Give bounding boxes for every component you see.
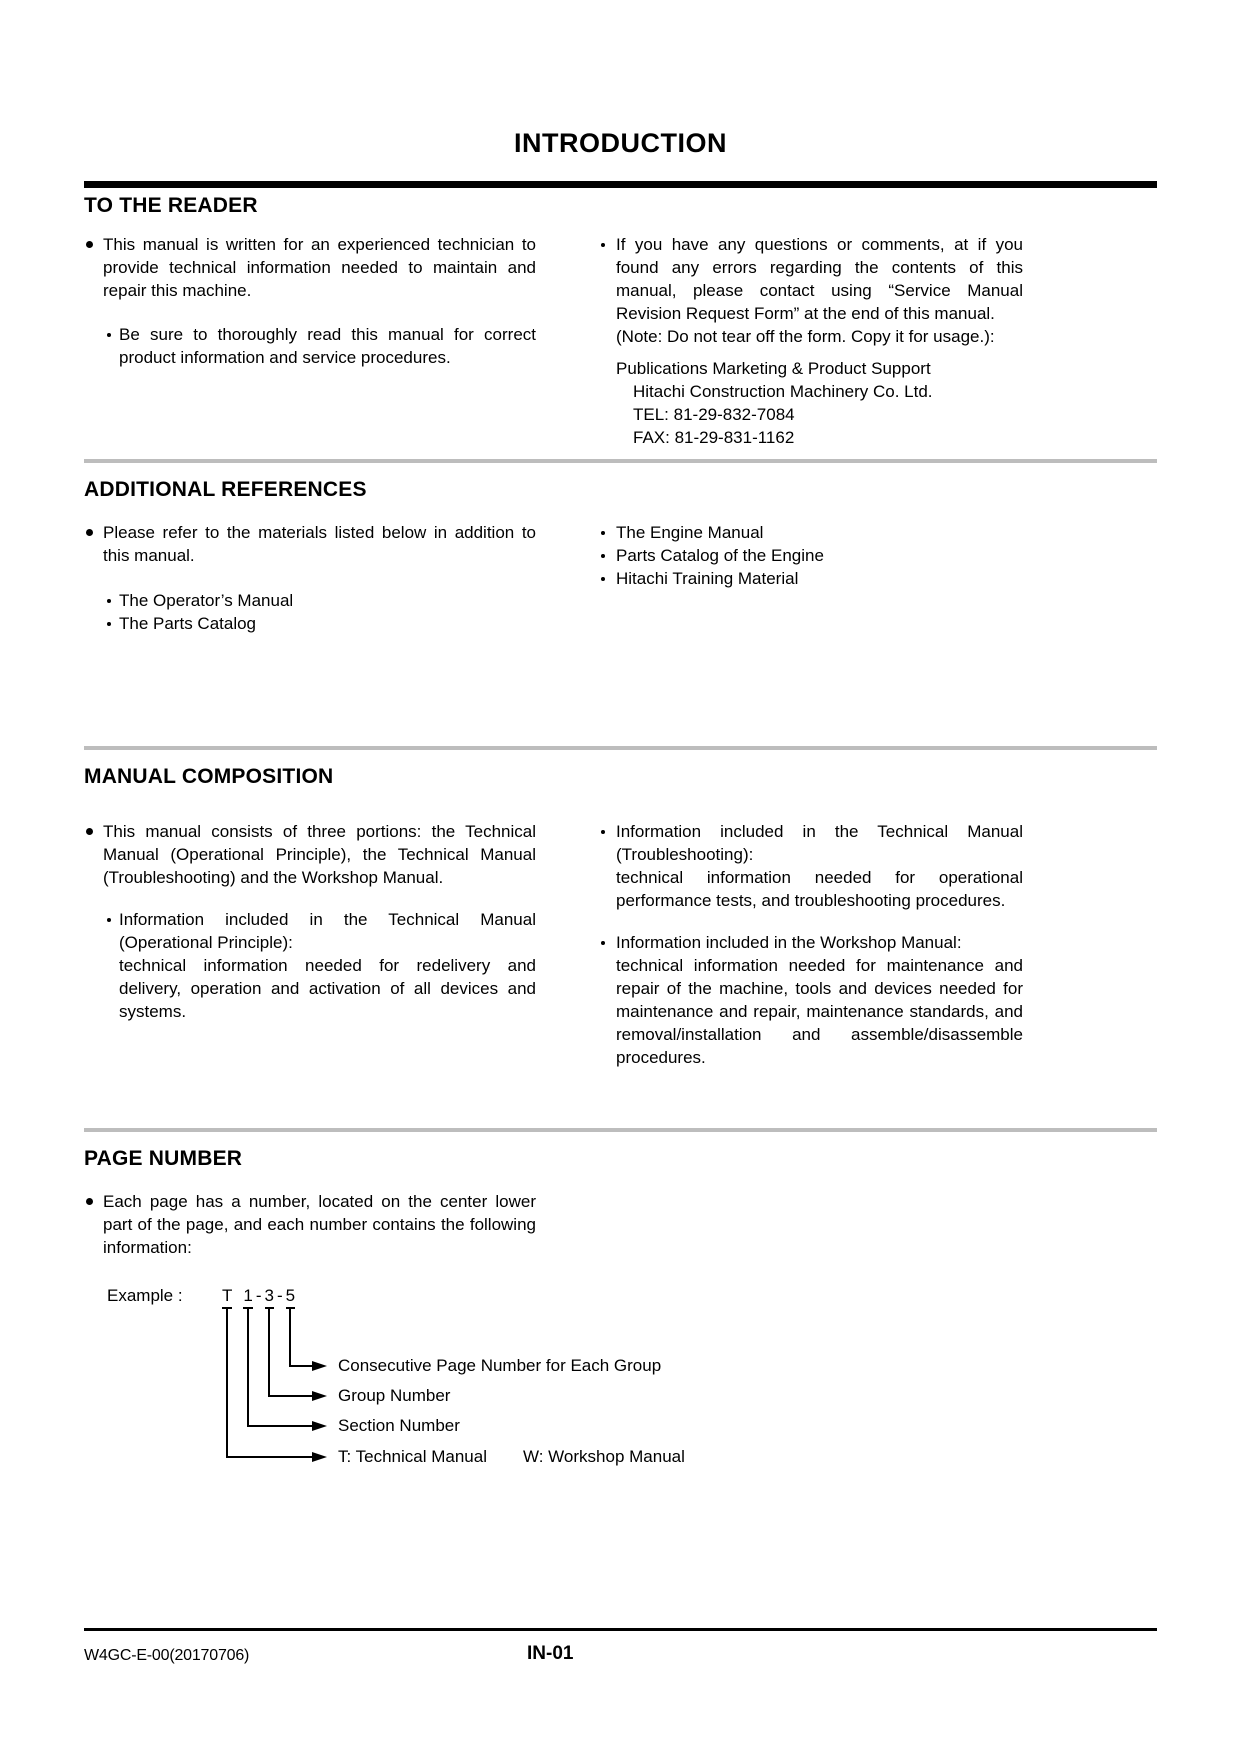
label-technical-manual: T: Technical Manual: [338, 1447, 487, 1466]
sub-bullet-marker: [598, 233, 616, 247]
item-title: Information included in the Workshop Manual:: [616, 933, 962, 952]
reference-item: The Operator’s Manual: [119, 591, 294, 610]
to-the-reader-left-column: [84, 233, 536, 449]
diagram-label-section: Section Number: [338, 1416, 460, 1435]
example-code: [222, 1285, 298, 1309]
contact-fax: FAX: 81-29-831-1162: [633, 428, 795, 447]
reference-item: The Engine Manual: [616, 523, 764, 542]
example-hyphen: -: [255, 1286, 262, 1305]
paragraph: Please refer to the materials listed below in addition to this manual.: [103, 523, 536, 565]
section-divider: [84, 1128, 1157, 1132]
arrowhead-icon: [312, 1361, 327, 1371]
section-divider: [84, 459, 1157, 463]
sub-bullet-marker: [598, 544, 616, 558]
sub-bullet-icon: [601, 830, 605, 834]
drop-line-group: [268, 1309, 270, 1397]
list-item: [598, 567, 1023, 590]
label-workshop-manual: W: Workshop Manual: [523, 1447, 685, 1466]
paragraph: If you have any questions or comments, at if you found any errors regarding the contents of this manual, please contact using “Service Manual Revision Request Form” at the end of this manual.: [616, 235, 1023, 323]
bullet-icon: [86, 529, 93, 536]
manual-composition-right-column: [598, 820, 1023, 1069]
footer-rule: [84, 1628, 1157, 1631]
paragraph: This manual is written for an experienced technician to provide technical information needed to maintain and repair this machine.: [103, 235, 536, 300]
sub-bullet-icon: [107, 918, 111, 922]
sub-bullet-icon: [107, 333, 111, 337]
contact-tel: TEL: 81-29-832-7084: [633, 405, 795, 424]
paragraph: Be sure to thoroughly read this manual for correct product information and service procedures.: [119, 325, 536, 367]
reference-item: The Parts Catalog: [119, 614, 257, 633]
example-char-5: 5: [286, 1285, 295, 1309]
pointer-line: [289, 1365, 314, 1367]
pointer-line: [226, 1456, 314, 1458]
reference-item: Parts Catalog of the Engine: [616, 546, 824, 565]
example-char-3: 3: [265, 1285, 274, 1309]
sub-bullet-icon: [601, 531, 605, 535]
arrowhead-icon: [312, 1421, 327, 1431]
bullet-marker: [84, 521, 103, 536]
sub-bullet-marker: [104, 323, 119, 337]
drop-line-section: [247, 1309, 249, 1427]
sub-bullet-marker: [104, 612, 119, 626]
sub-bullet-icon: [107, 599, 111, 603]
to-the-reader-right-column: [598, 233, 1023, 449]
contact-name: Publications Marketing & Product Support: [616, 359, 931, 378]
diagram-label-group: Group Number: [338, 1386, 451, 1405]
to-the-reader-columns: [84, 233, 1157, 449]
bullet-icon: [86, 828, 93, 835]
example-char-1: 1: [243, 1285, 252, 1309]
manual-composition-columns: [84, 820, 1157, 1069]
heading-page-number: PAGE NUMBER: [84, 1147, 243, 1170]
bullet-marker: [84, 820, 103, 835]
list-item: [598, 931, 1023, 1069]
item-body: technical information needed for operational performance tests, and troubleshooting procedures.: [616, 868, 1023, 910]
sub-bullet-marker: [598, 567, 616, 581]
reference-item: Hitachi Training Material: [616, 569, 799, 588]
sub-bullet-marker: [104, 589, 119, 603]
note-text: (Note: Do not tear off the form. Copy it for usage.):: [616, 327, 995, 346]
heading-additional-references: ADDITIONAL REFERENCES: [84, 478, 367, 501]
contact-block: [616, 357, 1023, 449]
heading-manual-composition: MANUAL COMPOSITION: [84, 765, 334, 788]
additional-references-left-column: [84, 521, 536, 635]
page-number-columns: [84, 1190, 1157, 1259]
sub-bullet-icon: [601, 577, 605, 581]
item-body: technical information needed for redelivery and delivery, operation and activation of all devices and systems.: [119, 956, 536, 1021]
additional-references-right-column: [598, 521, 1023, 635]
bullet-marker: [84, 233, 103, 248]
list-item: [84, 1190, 536, 1259]
list-item: [104, 612, 536, 635]
list-item: [84, 820, 536, 889]
footer: [84, 1642, 1157, 1672]
sub-bullet-icon: [601, 243, 605, 247]
section-divider: [84, 746, 1157, 750]
diagram-label-consecutive: Consecutive Page Number for Each Group: [338, 1356, 662, 1375]
diagram-label-manual-types: [338, 1447, 685, 1467]
page-number-left-column: [84, 1190, 536, 1259]
bullet-icon: [86, 241, 93, 248]
bullet-icon: [86, 1198, 93, 1205]
contact-company: Hitachi Construction Machinery Co. Ltd.: [633, 382, 933, 401]
doc-code: W4GC-E-00(20170706): [84, 1647, 250, 1664]
sub-bullet-marker: [104, 908, 119, 922]
sub-bullet-marker: [598, 820, 616, 834]
list-item: [598, 521, 1023, 544]
item-title: Information included in the Technical Manual (Operational Principle):: [119, 910, 536, 952]
list-item: [598, 544, 1023, 567]
paragraph: This manual consists of three portions: the Technical Manual (Operational Principle), the Technical Manual (Troubleshooting) and the Workshop Manual.: [103, 822, 536, 887]
item-title: Information included in the Technical Manual (Troubleshooting):: [616, 822, 1023, 864]
example-hyphen: -: [277, 1286, 283, 1305]
pointer-line: [268, 1395, 314, 1397]
item-body: technical information needed for maintenance and repair of the machine, tools and devices needed for maintenance and repair, maintenance standards, and removal/installation and assemble/disassemble procedures.: [616, 956, 1023, 1067]
heading-to-the-reader: TO THE READER: [84, 194, 258, 217]
example-label: Example :: [107, 1286, 183, 1305]
sub-bullet-marker: [598, 521, 616, 535]
drop-line-page: [289, 1309, 291, 1367]
list-item: [104, 908, 536, 1023]
arrowhead-icon: [312, 1452, 327, 1462]
sub-bullet-marker: [598, 931, 616, 945]
paragraph: Each page has a number, located on the center lower part of the page, and each number contains the following information:: [103, 1192, 536, 1257]
drop-line-t: [226, 1309, 228, 1458]
title-double-rule: [84, 181, 1157, 188]
sub-bullet-icon: [107, 622, 111, 626]
arrowhead-icon: [312, 1391, 327, 1401]
page-number-footer: IN-01: [527, 1643, 574, 1664]
page-title: INTRODUCTION: [514, 128, 727, 158]
example-char-t: T: [222, 1285, 232, 1309]
list-item: [598, 820, 1023, 912]
list-item: [84, 233, 536, 302]
pointer-line: [247, 1425, 314, 1427]
list-item: [598, 233, 1023, 449]
list-item: [104, 323, 536, 369]
additional-references-columns: [84, 521, 1157, 635]
list-item: [84, 521, 536, 567]
page-number-diagram: [84, 1285, 1157, 1495]
list-item: [104, 589, 536, 612]
manual-composition-left-column: [84, 820, 536, 1069]
bullet-marker: [84, 1190, 103, 1205]
sub-bullet-icon: [601, 941, 605, 945]
sub-bullet-icon: [601, 554, 605, 558]
